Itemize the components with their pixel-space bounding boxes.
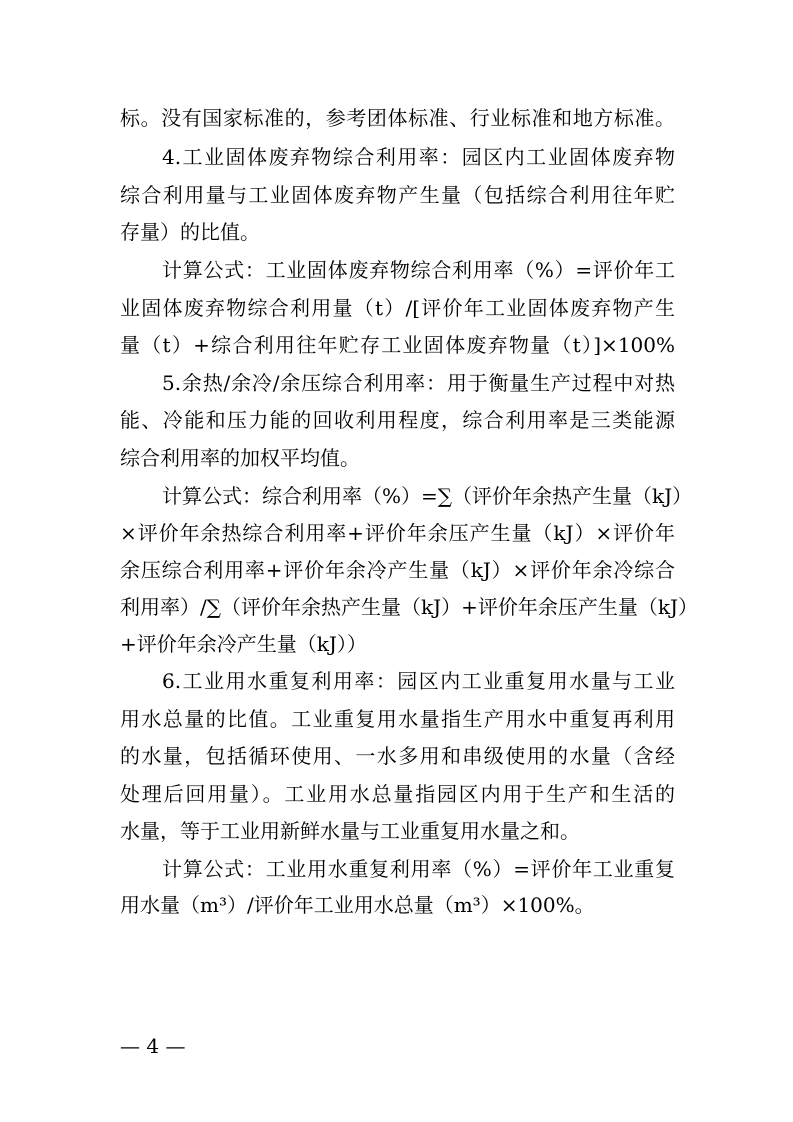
text-line-17: 用水总量的比值。工业重复用水量指生产用水中重复再利用 [120,707,675,731]
text-line-11: 计算公式：综合利用率（%）=∑（评价年余热产生量（kJ） [162,484,693,508]
text-line-1: 标。没有国家标准的，参考团体标准、行业标准和地方标准。 [120,106,675,130]
text-line-7: 量（t）+综合利用往年贮存工业固体废弃物量（t）]×100% [120,333,675,357]
page-number: — 4 — [120,1034,186,1058]
text-line-12: ×评价年余热综合利用率+评价年余压产生量（kJ）×评价年 [120,521,675,545]
text-line-2: 4.工业固体废弃物综合利用率：园区内工业固体废弃物 [162,145,675,169]
text-line-20: 水量，等于工业用新鲜水量与工业重复用水量之和。 [120,819,580,843]
text-line-19: 处理后回用量）。工业用水总量指园区内用于生产和生活的 [120,782,675,806]
text-line-4: 存量）的比值。 [120,220,260,244]
text-line-21: 计算公式：工业用水重复利用率（%）=评价年工业重复 [162,857,675,881]
text-line-10: 综合利用率的加权平均值。 [120,446,360,470]
text-line-6: 业固体废弃物综合利用量（t）/[评价年工业固体废弃物产生 [120,296,675,320]
text-line-18: 的水量，包括循环使用、一水多用和串级使用的水量（含经 [120,744,675,768]
text-line-9: 能、冷能和压力能的回收利用程度，综合利用率是三类能源 [120,408,675,432]
text-line-3: 综合利用量与工业固体废弃物产生量（包括综合利用往年贮 [120,183,675,207]
text-line-14: 利用率）/∑（评价年余热产生量（kJ）+评价年余压产生量（kJ） [120,595,699,619]
text-line-15: +评价年余冷产生量（kJ）） [120,632,367,656]
text-line-22: 用水量（m³）/评价年工业用水总量（m³）×100%。 [120,893,595,917]
text-line-5: 计算公式：工业固体废弃物综合利用率（%）=评价年工 [162,258,675,282]
text-line-16: 6.工业用水重复利用率：园区内工业重复用水量与工业 [162,669,675,693]
text-line-8: 5.余热/余冷/余压综合利用率：用于衡量生产过程中对热 [162,371,675,395]
text-line-13: 余压综合利用率+评价年余冷产生量（kJ）×评价年余冷综合 [120,558,675,582]
